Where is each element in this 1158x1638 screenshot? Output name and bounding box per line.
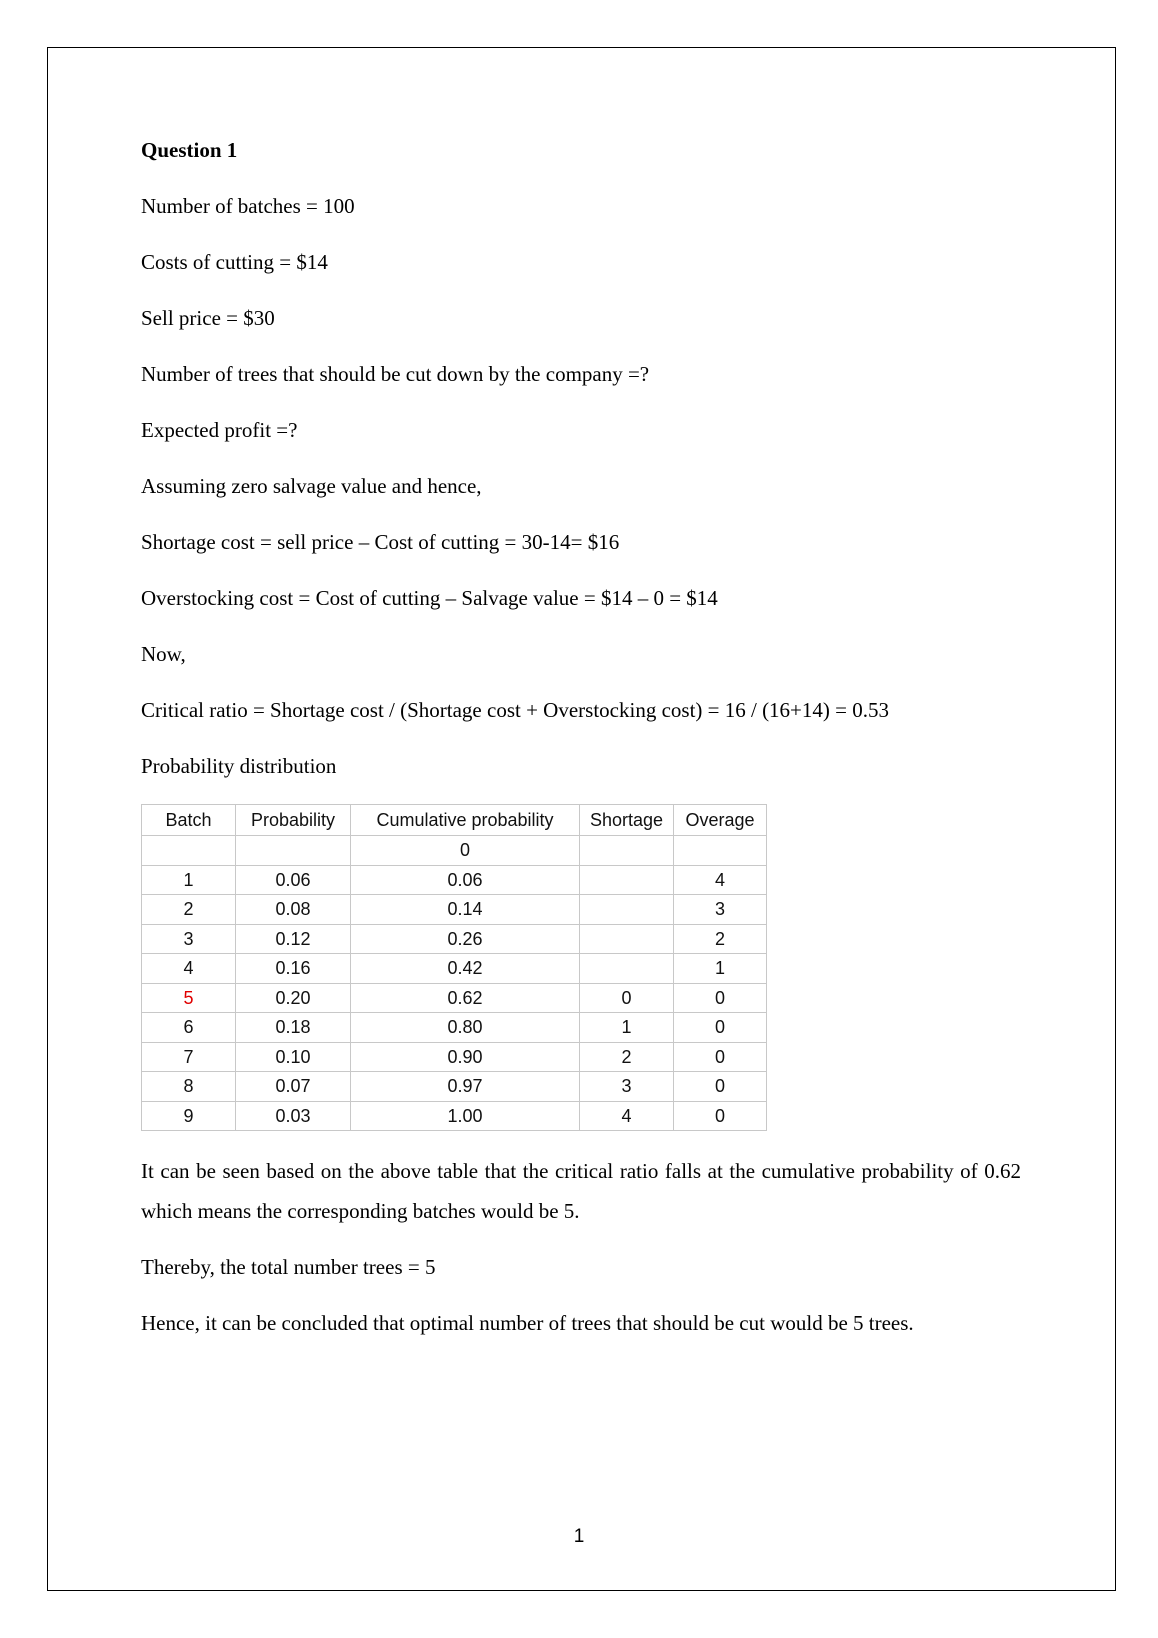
question-heading: Question 1 (141, 138, 238, 162)
text-now: Now, (141, 642, 186, 666)
text-num-trees-question: Number of trees that should be cut down by the company =? (141, 362, 650, 386)
header-shortage: Shortage (580, 805, 674, 836)
cell-cumulative: 0.42 (351, 954, 580, 984)
table-row (142, 1013, 767, 1043)
cell-batch: 4 (142, 954, 236, 984)
table-row (142, 836, 767, 866)
document-body (141, 136, 1021, 1365)
table-row (142, 895, 767, 925)
cell-cumulative: 0.97 (351, 1072, 580, 1102)
text-probability-distribution: Probability distribution (141, 754, 337, 778)
header-cumulative-probability: Cumulative probability (351, 805, 580, 836)
table-header-row (142, 805, 767, 836)
cell-shortage (580, 924, 674, 954)
cell-batch: 8 (142, 1072, 236, 1102)
cell-overage: 0 (674, 1072, 767, 1102)
header-probability: Probability (236, 805, 351, 836)
table-row-highlighted (142, 983, 767, 1013)
cell-batch: 3 (142, 924, 236, 954)
table-row (142, 954, 767, 984)
text-critical-ratio: Critical ratio = Shortage cost / (Shortage cost + Overstocking cost) = 16 / (16+14) = 0.53 (141, 698, 889, 722)
cell-probability: 0.16 (236, 954, 351, 984)
cell-cumulative: 1.00 (351, 1101, 580, 1131)
cell-overage: 0 (674, 1042, 767, 1072)
cell-overage: 0 (674, 983, 767, 1013)
probability-table-wrapper (141, 804, 1021, 1131)
cell-batch: 6 (142, 1013, 236, 1043)
cell-overage: 2 (674, 924, 767, 954)
cell-overage: 1 (674, 954, 767, 984)
cell-shortage (580, 954, 674, 984)
text-total-trees: Thereby, the total number trees = 5 (141, 1255, 436, 1279)
table-row (142, 1101, 767, 1131)
cell-cumulative: 0 (351, 836, 580, 866)
text-final-conclusion: Hence, it can be concluded that optimal number of trees that should be cut would be 5 trees. (141, 1311, 914, 1335)
cell-probability (236, 836, 351, 866)
cell-overage: 0 (674, 1101, 767, 1131)
cell-cumulative: 0.80 (351, 1013, 580, 1043)
text-overstocking-cost: Overstocking cost = Cost of cutting – Salvage value = $14 – 0 = $14 (141, 586, 718, 610)
cell-probability: 0.20 (236, 983, 351, 1013)
cell-overage (674, 836, 767, 866)
text-expected-profit: Expected profit =? (141, 418, 298, 442)
cell-probability: 0.08 (236, 895, 351, 925)
cell-probability: 0.10 (236, 1042, 351, 1072)
cell-cumulative: 0.26 (351, 924, 580, 954)
cell-probability: 0.18 (236, 1013, 351, 1043)
text-cost-cutting: Costs of cutting = $14 (141, 250, 328, 274)
text-sell-price: Sell price = $30 (141, 306, 275, 330)
cell-shortage (580, 865, 674, 895)
text-conclusion-table: It can be seen based on the above table that the critical ratio falls at the cumulative probability of 0.62 which means the corresponding batches would be 5. (141, 1159, 1021, 1223)
cell-overage: 0 (674, 1013, 767, 1043)
cell-probability: 0.12 (236, 924, 351, 954)
cell-batch: 7 (142, 1042, 236, 1072)
cell-probability: 0.03 (236, 1101, 351, 1131)
table-row (142, 1072, 767, 1102)
cell-cumulative: 0.06 (351, 865, 580, 895)
cell-shortage (580, 895, 674, 925)
cell-shortage (580, 836, 674, 866)
text-shortage-cost: Shortage cost = sell price – Cost of cutting = 30-14= $16 (141, 530, 620, 554)
cell-batch: 2 (142, 895, 236, 925)
cell-batch: 9 (142, 1101, 236, 1131)
cell-shortage: 2 (580, 1042, 674, 1072)
cell-probability: 0.06 (236, 865, 351, 895)
cell-cumulative: 0.62 (351, 983, 580, 1013)
cell-cumulative: 0.90 (351, 1042, 580, 1072)
cell-probability: 0.07 (236, 1072, 351, 1102)
table-row (142, 865, 767, 895)
cell-shortage: 0 (580, 983, 674, 1013)
text-assumption: Assuming zero salvage value and hence, (141, 474, 482, 498)
cell-batch-highlighted: 5 (142, 983, 236, 1013)
cell-batch (142, 836, 236, 866)
cell-overage: 3 (674, 895, 767, 925)
cell-shortage: 3 (580, 1072, 674, 1102)
text-num-batches: Number of batches = 100 (141, 194, 355, 218)
cell-shortage: 4 (580, 1101, 674, 1131)
header-overage: Overage (674, 805, 767, 836)
cell-batch: 1 (142, 865, 236, 895)
cell-shortage: 1 (580, 1013, 674, 1043)
page-number: 1 (573, 1526, 585, 1547)
cell-cumulative: 0.14 (351, 895, 580, 925)
cell-overage: 4 (674, 865, 767, 895)
header-batch: Batch (142, 805, 236, 836)
probability-table (141, 804, 767, 1131)
table-row (142, 1042, 767, 1072)
table-row (142, 924, 767, 954)
